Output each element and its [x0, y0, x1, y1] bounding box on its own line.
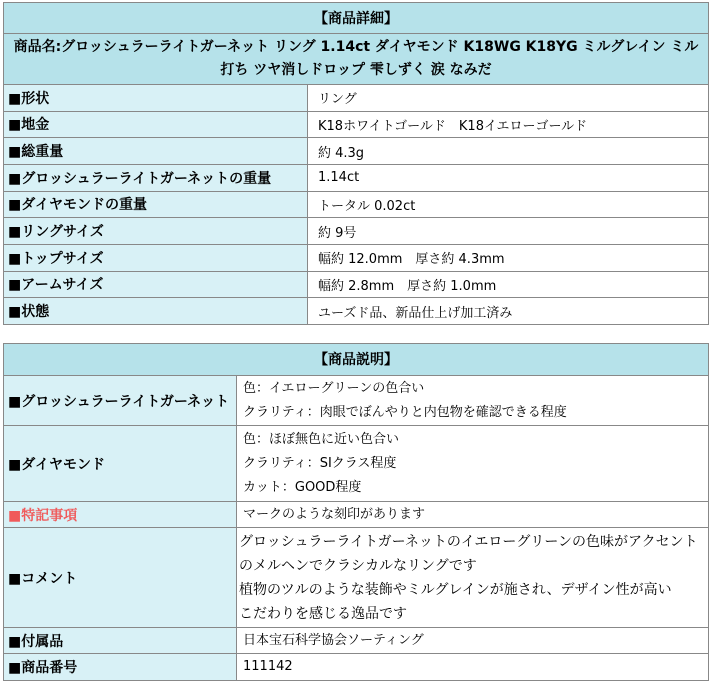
details-row — [4, 85, 709, 112]
detail-value-garnet-weight: 1.14ct — [308, 164, 709, 191]
detail-label-diamond-weight: ■ダイヤモンドの重量 — [4, 191, 308, 218]
desc-value-garnet — [237, 375, 709, 426]
detail-value-ring-size: 約 9号 — [308, 218, 709, 245]
detail-value-condition: ユーズド品、新品仕上げ加工済み — [308, 298, 709, 325]
description-row — [4, 654, 709, 681]
details-row — [4, 271, 709, 298]
desc-line: カット：GOOD程度 — [243, 479, 362, 495]
detail-value-metal: K18ホワイトゴールド K18イエローゴールド — [308, 111, 709, 138]
product-details-table — [3, 2, 709, 325]
desc-line: クラリティ：肉眼でぼんやりと内包物を確認できる程度 — [243, 404, 567, 420]
desc-value-product-number — [237, 654, 709, 681]
description-header: 【商品説明】 — [4, 344, 709, 376]
desc-line: のメルヘンでクラシカルなリングです — [239, 557, 477, 574]
details-row — [4, 298, 709, 325]
details-row — [4, 138, 709, 165]
details-row — [4, 164, 709, 191]
description-row — [4, 375, 709, 426]
desc-value-accessories — [237, 628, 709, 654]
desc-line: 日本宝石科学協会ソーティング — [243, 632, 424, 648]
desc-line: 植物のツルのような装飾やミルグレインが施され、デザイン性が高い — [239, 581, 672, 598]
detail-label-condition: ■状態 — [4, 298, 308, 325]
detail-label-top-size: ■トップサイズ — [4, 244, 308, 271]
description-row — [4, 501, 709, 527]
product-description-table — [3, 343, 709, 681]
desc-line: マークのような刻印があります — [243, 506, 426, 522]
detail-value-top-size: 幅約 12.0mm 厚さ約 4.3mm — [308, 244, 709, 271]
description-row — [4, 528, 709, 628]
detail-label-garnet-weight: ■グロッシュラーライトガーネットの重量 — [4, 164, 308, 191]
desc-value-comment — [237, 528, 709, 628]
desc-value-special-notes — [237, 501, 709, 527]
detail-value-diamond-weight: トータル 0.02ct — [308, 191, 709, 218]
details-row — [4, 191, 709, 218]
detail-label-metal: ■地金 — [4, 111, 308, 138]
desc-line: 色：イエローグリーンの色合い — [243, 380, 425, 396]
details-header: 【商品詳細】 — [4, 3, 709, 34]
desc-label-garnet: ■グロッシュラーライトガーネット — [4, 375, 237, 426]
detail-label-shape: ■形状 — [4, 85, 308, 112]
description-row — [4, 628, 709, 654]
details-row — [4, 244, 709, 271]
details-row — [4, 218, 709, 245]
detail-value-shape: リング — [308, 85, 709, 112]
product-title: 商品名:グロッシュラーライトガーネット リング 1.14ct ダイヤモンド K18WG K18YG ミルグレイン ミル打ち ツヤ消しドロップ 雫しずく 涙 なみだ — [4, 34, 709, 85]
desc-line: クラリティ：SIクラス程度 — [243, 455, 397, 471]
detail-label-ring-size: ■リングサイズ — [4, 218, 308, 245]
desc-value-diamond — [237, 426, 709, 501]
description-row — [4, 426, 709, 501]
desc-label-product-number: ■商品番号 — [4, 654, 237, 681]
detail-value-total-weight: 約 4.3g — [308, 138, 709, 165]
detail-label-total-weight: ■総重量 — [4, 138, 308, 165]
desc-line: グロッシュラーライトガーネットのイエローグリーンの色味がアクセント — [239, 533, 698, 550]
detail-value-arm-size: 幅約 2.8mm 厚さ約 1.0mm — [308, 271, 709, 298]
desc-label-special-notes: ■特記事項 — [4, 501, 237, 527]
details-row — [4, 111, 709, 138]
detail-label-arm-size: ■アームサイズ — [4, 271, 308, 298]
desc-label-diamond: ■ダイヤモンド — [4, 426, 237, 501]
desc-line: こだわりを感じる逸品です — [239, 605, 407, 622]
desc-label-comment: ■コメント — [4, 528, 237, 628]
desc-line: 111142 — [243, 659, 293, 675]
desc-label-accessories: ■付属品 — [4, 628, 237, 654]
desc-line: 色：ほぼ無色に近い色合い — [243, 431, 400, 447]
